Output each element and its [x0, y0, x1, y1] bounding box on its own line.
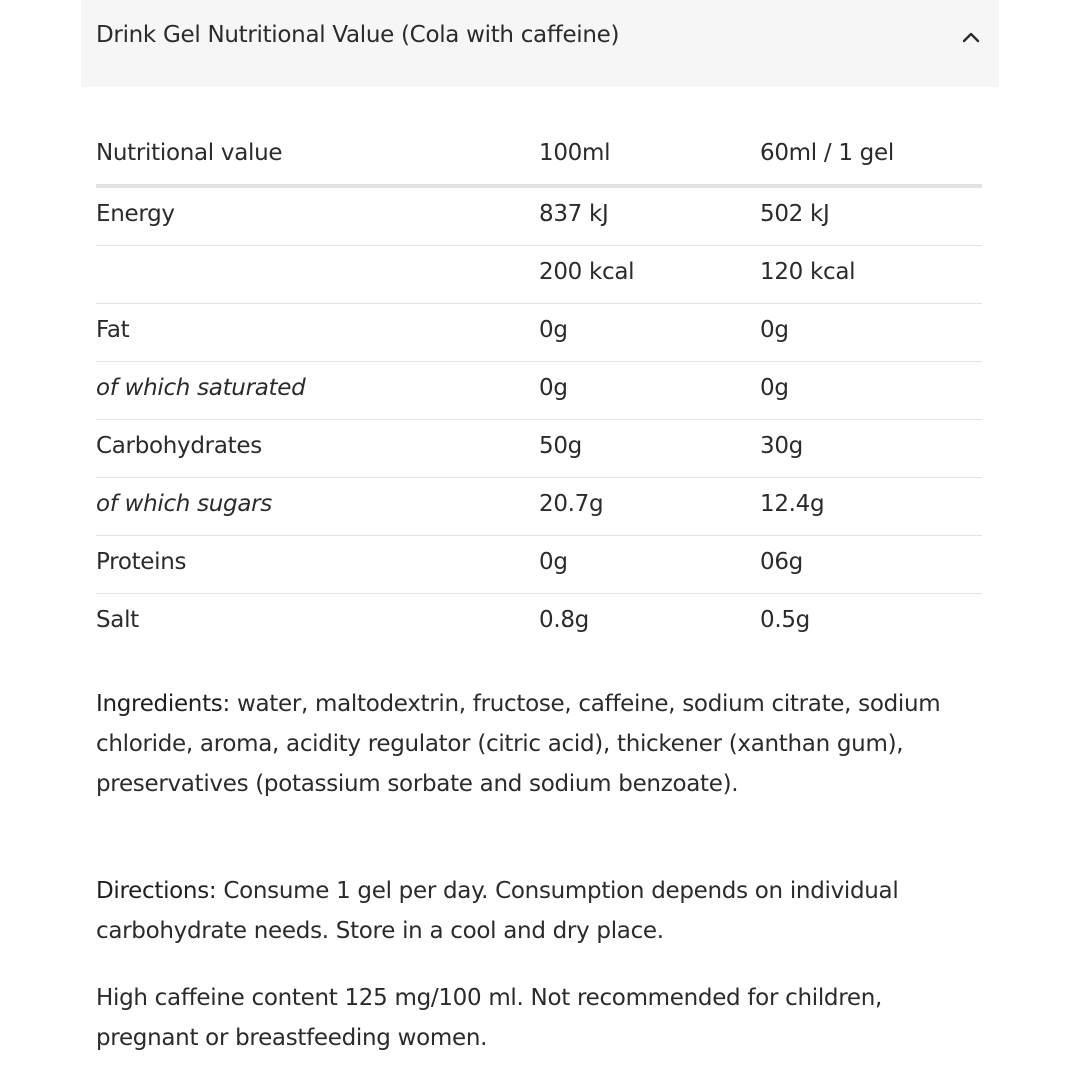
row-value-per-gel: 12.4g	[760, 491, 825, 517]
row-value-per-gel: 06g	[760, 549, 803, 575]
row-value-100ml: 20.7g	[539, 491, 604, 517]
header-100ml: 100ml	[539, 140, 611, 166]
row-value-100ml: 50g	[539, 433, 582, 459]
table-row-proteins	[96, 536, 982, 594]
table-row-sugars	[96, 478, 982, 536]
ingredients-label: Ingredients:	[96, 691, 230, 717]
row-value-100ml: 0g	[539, 317, 568, 343]
row-value-100ml: 837 kJ	[539, 201, 609, 227]
table-header-row	[96, 126, 982, 188]
row-value-per-gel: 0g	[760, 375, 789, 401]
ingredients-text: water, maltodextrin, fructose, caffeine, sodium citrate, sodium chloride, aroma, acidity regulator (citric acid), thickener (xanthan gum), preservatives (potassium sorbate and sodium benzoate).	[96, 691, 941, 797]
header-per-gel: 60ml / 1 gel	[760, 140, 894, 166]
directions-label: Directions:	[96, 878, 217, 904]
row-label: Fat	[96, 317, 130, 343]
row-label: of which sugars	[96, 491, 272, 517]
nutrition-panel	[81, 0, 999, 1080]
row-label: Salt	[96, 607, 139, 633]
caffeine-warning: High caffeine content 125 mg/100 ml. Not recommended for children, pregnant or breastfeeding women.	[96, 985, 882, 1051]
row-value-per-gel: 30g	[760, 433, 803, 459]
row-label: Energy	[96, 201, 175, 227]
row-value-per-gel: 0g	[760, 317, 789, 343]
row-value-per-gel: 502 kJ	[760, 201, 830, 227]
table-row-energy-kj	[96, 188, 982, 246]
header-nutritional-value: Nutritional value	[96, 140, 283, 166]
row-label: of which saturated	[96, 375, 306, 401]
chevron-up-icon[interactable]	[959, 26, 983, 50]
nutrition-table	[96, 126, 982, 651]
ingredients-paragraph	[96, 684, 976, 804]
row-label: Carbohydrates	[96, 433, 262, 459]
accordion-header[interactable]	[81, 0, 999, 87]
row-value-100ml: 200 kcal	[539, 259, 635, 285]
directions-text: Consume 1 gel per day. Consumption depends on individual carbohydrate needs. Store in a cool and dry place.	[96, 878, 899, 944]
row-value-100ml: 0g	[539, 549, 568, 575]
directions-paragraph	[96, 871, 976, 951]
table-row-salt	[96, 594, 982, 651]
row-value-per-gel: 120 kcal	[760, 259, 856, 285]
row-value-100ml: 0.8g	[539, 607, 589, 633]
row-value-100ml: 0g	[539, 375, 568, 401]
accordion-title: Drink Gel Nutritional Value (Cola with caffeine)	[96, 22, 620, 48]
table-row-carbohydrates	[96, 420, 982, 478]
row-value-per-gel: 0.5g	[760, 607, 810, 633]
table-row-energy-kcal	[96, 246, 982, 304]
table-row-fat	[96, 304, 982, 362]
row-label: Proteins	[96, 549, 187, 575]
table-row-saturated	[96, 362, 982, 420]
